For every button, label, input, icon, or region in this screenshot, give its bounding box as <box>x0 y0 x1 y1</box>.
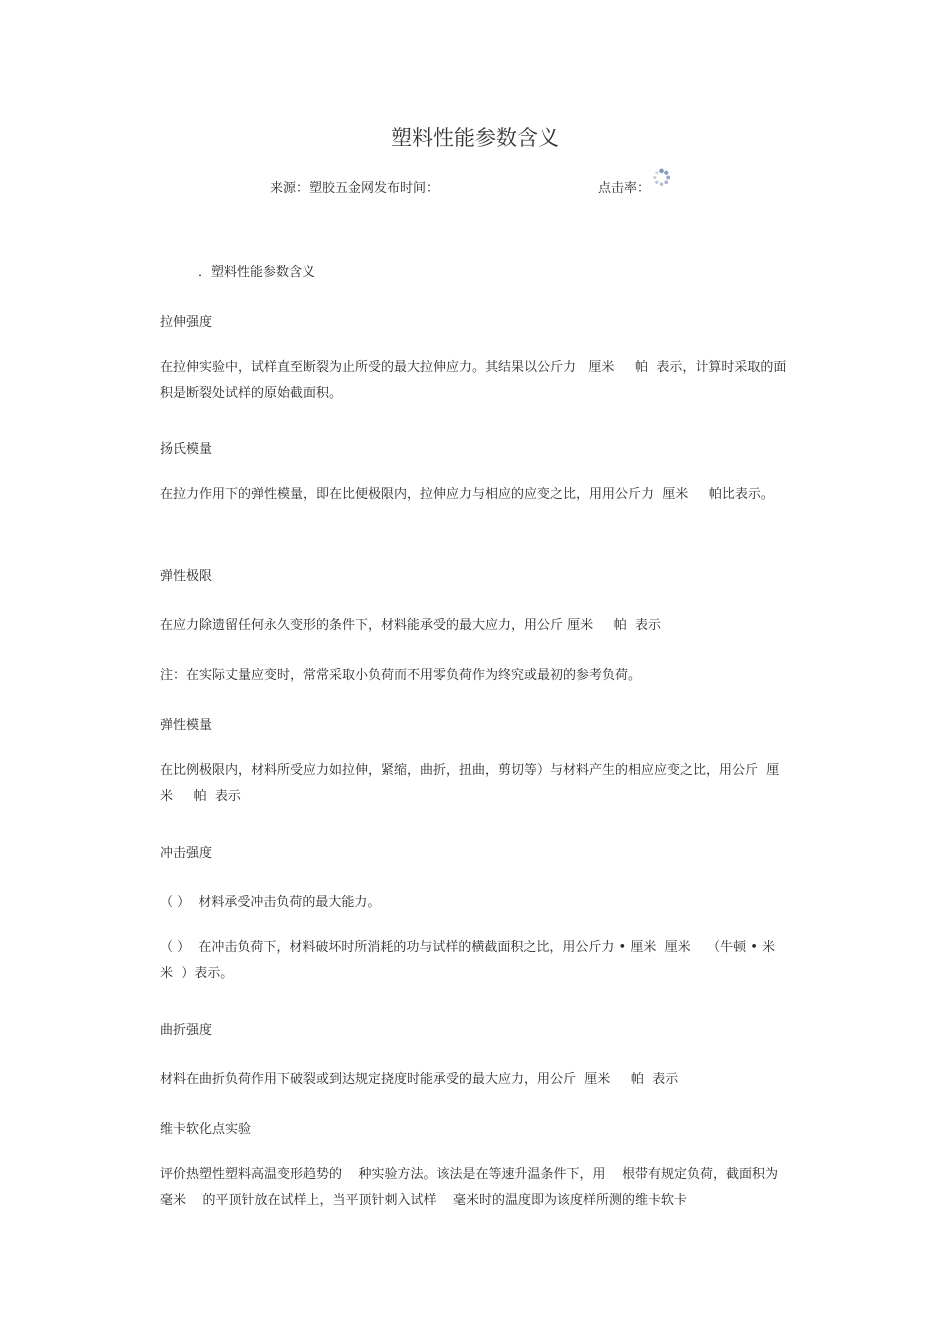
loading-spinner-icon <box>652 168 671 187</box>
elastic-limit-note: 注：在实际丈量应变时，常常采取小负荷而不用零负荷作为终究或最初的参考负荷。 <box>160 668 642 683</box>
heading-flexural-strength: 曲折强度 <box>160 1023 213 1038</box>
intro-line: ．塑料性能参数含义 <box>198 265 316 280</box>
paragraph-elastic-modulus: 在比例极限内，材料所受应力如拉伸，紧缩，曲折，扭曲，剪切等）与材料产生的相应应变之比，用公斤 厘米 帕 表示 <box>160 763 780 804</box>
impact-item-2: （ ） 在冲击负荷下，材料破坏时所消耗的功与试样的横截面积之比，用公斤力 • 厘米 厘米 （牛顿 • 米 米 ）表示。 <box>160 940 784 981</box>
document-title: 塑料性能参数含义 <box>391 126 559 150</box>
impact-item-1: （ ） 材料承受冲击负荷的最大能力。 <box>160 895 381 910</box>
source-publish-line: 来源：塑胶五金网发布时间： <box>270 181 440 196</box>
heading-elastic-modulus: 弹性模量 <box>160 718 213 733</box>
heading-vicat-softening: 维卡软化点实验 <box>160 1122 252 1137</box>
paragraph-elastic-limit: 在应力除遗留任何永久变形的条件下，材料能承受的最大应力，用公斤 厘米 帕 表示 <box>160 618 662 633</box>
paragraph-flexural-strength: 材料在曲折负荷作用下破裂或到达规定挠度时能承受的最大应力，用公斤 厘米 帕 表示 <box>160 1072 679 1087</box>
heading-youngs-modulus: 扬氏模量 <box>160 442 213 457</box>
heading-impact-strength: 冲击强度 <box>160 846 213 861</box>
heading-tensile-strength: 拉伸强度 <box>160 315 213 330</box>
paragraph-tensile-strength: 在拉伸实验中，试样直至断裂为止所受的最大拉伸应力。其结果以公斤力 厘米 帕 表示，计算时采取的面积是断裂处试样的原始截面积。 <box>160 360 787 401</box>
heading-elastic-limit: 弹性极限 <box>160 569 213 584</box>
paragraph-vicat-softening: 评价热塑性塑料高温变形趋势的 种实验方法。该法是在等速升温条件下，用 根带有规定负荷，截面积为 毫米 的平顶针放在试样上，当平顶针刺入试样 毫米时的温度即为该度样所测的维卡软卡 <box>160 1167 795 1208</box>
paragraph-youngs-modulus: 在拉力作用下的弹性模量，即在比便极限内，拉伸应力与相应的应变之比，用用公斤力 厘米 帕比表示。 <box>160 487 774 502</box>
click-rate-label: 点击率： <box>598 181 651 196</box>
